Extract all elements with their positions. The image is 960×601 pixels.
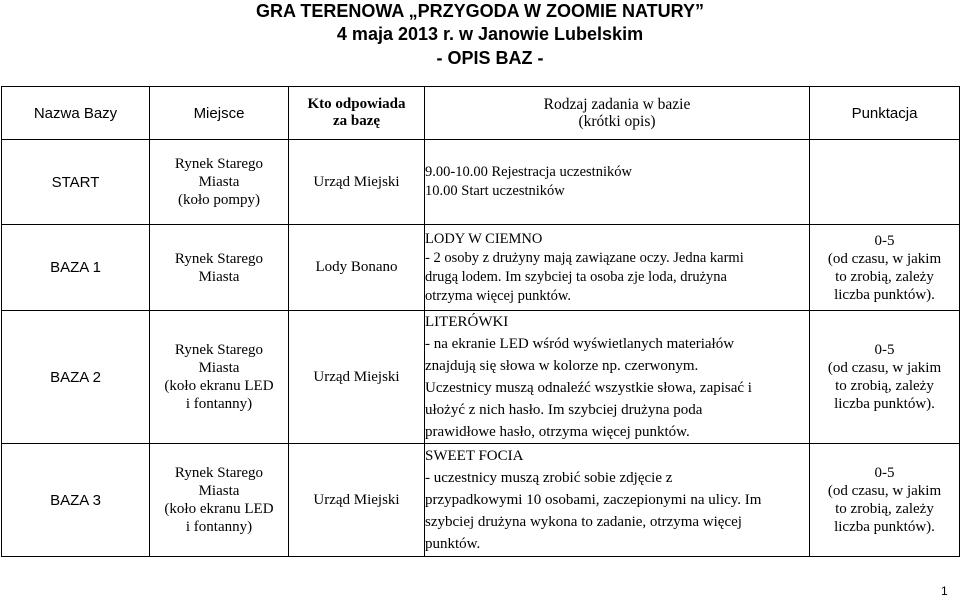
base-task-line: - uczestnicy muszą zrobić sobie zdjęcie z [425, 470, 673, 486]
base-place-cell [150, 225, 289, 311]
base-place-line: Rynek Starego [174, 342, 264, 358]
base-task-line: LITERÓWKI [425, 314, 509, 330]
base-place-line: Miasta [198, 360, 240, 376]
base-score-line: (od czasu, w jakim [827, 250, 942, 267]
table-row [2, 444, 960, 557]
base-place-line: (koło pompy) [177, 192, 261, 208]
base-responsible-cell: Urząd Miejski [289, 140, 425, 225]
base-place-line: (koło ekranu LED [164, 501, 274, 517]
base-score-cell [810, 311, 960, 444]
base-place-line: Miasta [198, 483, 240, 499]
base-place-line: Miasta [198, 174, 240, 190]
base-task-line: Uczestnicy muszą odnaleźć wszystkie słowa, zapisać i [425, 380, 752, 396]
base-name-cell: BAZA 3 [2, 444, 150, 557]
base-place-line: (koło ekranu LED [164, 378, 274, 394]
base-place-line: i fontanny) [185, 396, 253, 412]
col-header-responsible-line2: za bazę [332, 113, 381, 129]
base-score-line: to zrobią, zależy [835, 501, 934, 517]
base-responsible-cell: Urząd Miejski [289, 444, 425, 557]
base-name-cell: BAZA 2 [2, 311, 150, 444]
col-header-score: Punktacja [810, 87, 960, 140]
base-task-line: drugą lodem. Im szybciej ta osoba zje loda, drużyna [425, 268, 727, 285]
col-header-task [425, 87, 810, 140]
base-task-line: przypadkowymi 10 osobami, zaczepionymi na ulicy. Im [425, 492, 762, 508]
base-score-line: liczba punktów). [834, 396, 935, 412]
col-header-responsible-line1: Kto odpowiada [307, 96, 406, 112]
base-score-line: (od czasu, w jakim [827, 360, 942, 376]
col-header-task-line2: (krótki opis) [578, 113, 656, 130]
col-header-task-line1: Rodzaj zadania w bazie [543, 96, 691, 113]
base-responsible-cell: Lody Bonano [289, 225, 425, 311]
base-task-line: ułożyć z nich hasło. Im szybciej drużyna poda [425, 402, 703, 418]
base-task-line: prawidłowe hasło, otrzyma więcej punktów. [425, 424, 690, 440]
base-place-cell [150, 311, 289, 444]
col-header-responsible [289, 87, 425, 140]
base-task-line: SWEET FOCIA [425, 448, 524, 464]
base-score-line: 0-5 [874, 232, 895, 249]
base-task-cell [425, 444, 810, 557]
base-place-cell [150, 444, 289, 557]
base-place-line: Miasta [198, 268, 240, 285]
base-task-line: - 2 osoby z drużyny mają zawiązane oczy. Jedna karmi [425, 249, 744, 266]
base-task-line: - na ekranie LED wśród wyświetlanych materiałów [425, 336, 735, 352]
base-score-line: to zrobią, zależy [835, 378, 934, 394]
document-title: GRA TERENOWA „PRZYGODA W ZOOMIE NATURY” [256, 1, 704, 21]
base-name-cell: START [2, 140, 150, 225]
base-score-line: 0-5 [874, 465, 895, 481]
table-header-row [2, 87, 960, 140]
base-score-cell [810, 140, 960, 225]
event-date-location: 4 maja 2013 r. w Janowie Lubelskim [336, 24, 644, 44]
table-row [2, 140, 960, 225]
base-place-line: Rynek Starego [174, 465, 264, 481]
base-score-line: (od czasu, w jakim [827, 483, 942, 499]
base-responsible-cell: Urząd Miejski [289, 311, 425, 444]
base-score-line: 0-5 [874, 342, 895, 358]
table-row [2, 225, 960, 311]
base-task-line: znajdują się słowa w kolorze np. czerwonym. [425, 358, 699, 374]
base-place-line: i fontanny) [185, 519, 253, 535]
base-task-line: 10.00 Start uczestników [425, 183, 565, 199]
base-score-cell [810, 444, 960, 557]
base-task-line: LODY W CIEMNO [425, 230, 543, 247]
base-score-line: liczba punktów). [834, 286, 935, 303]
base-name-cell: BAZA 1 [2, 225, 150, 311]
base-place-line: Rynek Starego [174, 250, 264, 267]
base-score-line: liczba punktów). [834, 519, 935, 535]
base-task-line: szybciej drużyna wykona to zadanie, otrzyma więcej [425, 514, 742, 530]
table-row [2, 311, 960, 444]
base-place-line: Rynek Starego [174, 156, 264, 172]
base-task-line: 9.00-10.00 Rejestracja uczestników [425, 164, 632, 180]
col-header-place: Miejsce [150, 87, 289, 140]
base-task-cell [425, 140, 810, 225]
bases-table [1, 86, 960, 557]
document-subtitle: - OPIS BAZ - [436, 48, 544, 68]
base-place-cell [150, 140, 289, 225]
base-score-line: to zrobią, zależy [835, 268, 934, 285]
col-header-name: Nazwa Bazy [2, 87, 150, 140]
base-task-cell [425, 311, 810, 444]
page-number: 1 [941, 584, 948, 598]
base-task-cell [425, 225, 810, 311]
base-task-line: otrzyma więcej punktów. [425, 287, 572, 304]
base-score-cell [810, 225, 960, 311]
base-task-line: punktów. [425, 536, 481, 552]
